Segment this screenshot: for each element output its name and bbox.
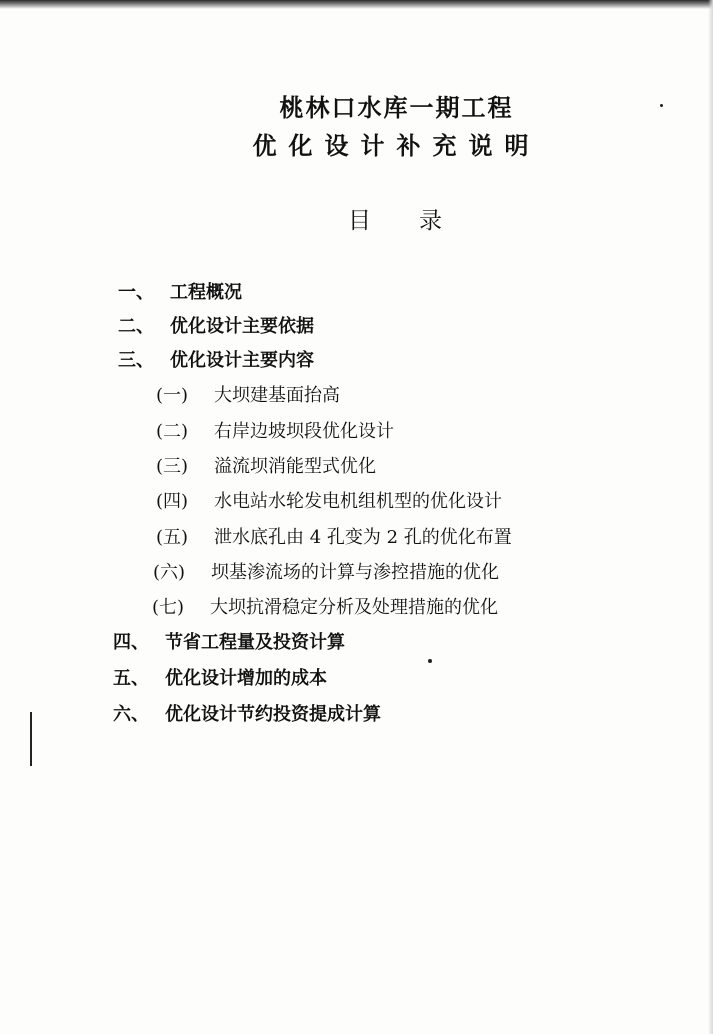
toc-item-2: [118, 316, 314, 338]
scan-top-border: [0, 0, 713, 9]
toc-item-text: 优化设计节约投资提成计算: [165, 704, 381, 725]
toc-item-number: (二): [156, 421, 189, 442]
scan-margin-mark: [30, 712, 32, 766]
toc-item-number: 四、: [113, 632, 149, 653]
toc-item-number: 二、: [118, 316, 154, 337]
toc-item-number: (五): [156, 527, 189, 548]
toc-item-number: (六): [153, 562, 186, 583]
toc-item-text: 优化设计主要依据: [170, 316, 314, 337]
toc-item-number: (一): [156, 385, 189, 406]
toc-item-number: 一、: [118, 282, 154, 303]
scan-speck: [428, 659, 432, 663]
toc-item-number: (七): [152, 597, 185, 618]
toc-item-text: 大坝建基面抬高: [214, 385, 340, 406]
toc-item-1: [118, 282, 242, 304]
toc-item-text: 工程概况: [170, 282, 242, 303]
toc-item-text: 泄水底孔由 4 孔变为 2 孔的优化布置: [214, 527, 512, 548]
toc-item-number: 三、: [118, 350, 154, 371]
toc-subitem-3: [156, 456, 376, 478]
toc-subitem-6: [153, 562, 499, 584]
toc-subitem-5: [156, 527, 512, 549]
toc-item-3: [118, 350, 314, 372]
toc-item-text: 大坝抗滑稳定分析及处理措施的优化: [210, 597, 498, 618]
toc-item-text: 坝基渗流场的计算与渗控措施的优化: [211, 562, 499, 583]
toc-item-text: 节省工程量及投资计算: [165, 632, 345, 653]
toc-item-number: (三): [156, 456, 189, 477]
document-title-line1: 桃林口水库一期工程: [279, 93, 514, 122]
toc-item-text: 优化设计主要内容: [170, 350, 314, 371]
toc-subitem-1: [156, 385, 340, 407]
document-title-line2: 优化设计补充说明: [252, 131, 541, 160]
toc-subitem-2: [156, 421, 394, 443]
toc-item-text: 溢流坝消能型式优化: [214, 456, 376, 477]
toc-item-number: 五、: [113, 668, 149, 689]
toc-item-6: [113, 704, 381, 726]
toc-subitem-4: [156, 491, 502, 513]
toc-item-text: 水电站水轮发电机组机型的优化设计: [214, 491, 502, 512]
toc-item-text: 优化设计增加的成本: [165, 668, 327, 689]
toc-item-5: [113, 668, 327, 690]
toc-item-number: 六、: [113, 704, 149, 725]
toc-item-4: [113, 632, 345, 654]
toc-item-text: 右岸边坡坝段优化设计: [214, 421, 394, 442]
toc-item-number: (四): [156, 491, 189, 512]
toc-heading: 目录: [348, 208, 490, 234]
toc-subitem-7: [152, 597, 498, 619]
